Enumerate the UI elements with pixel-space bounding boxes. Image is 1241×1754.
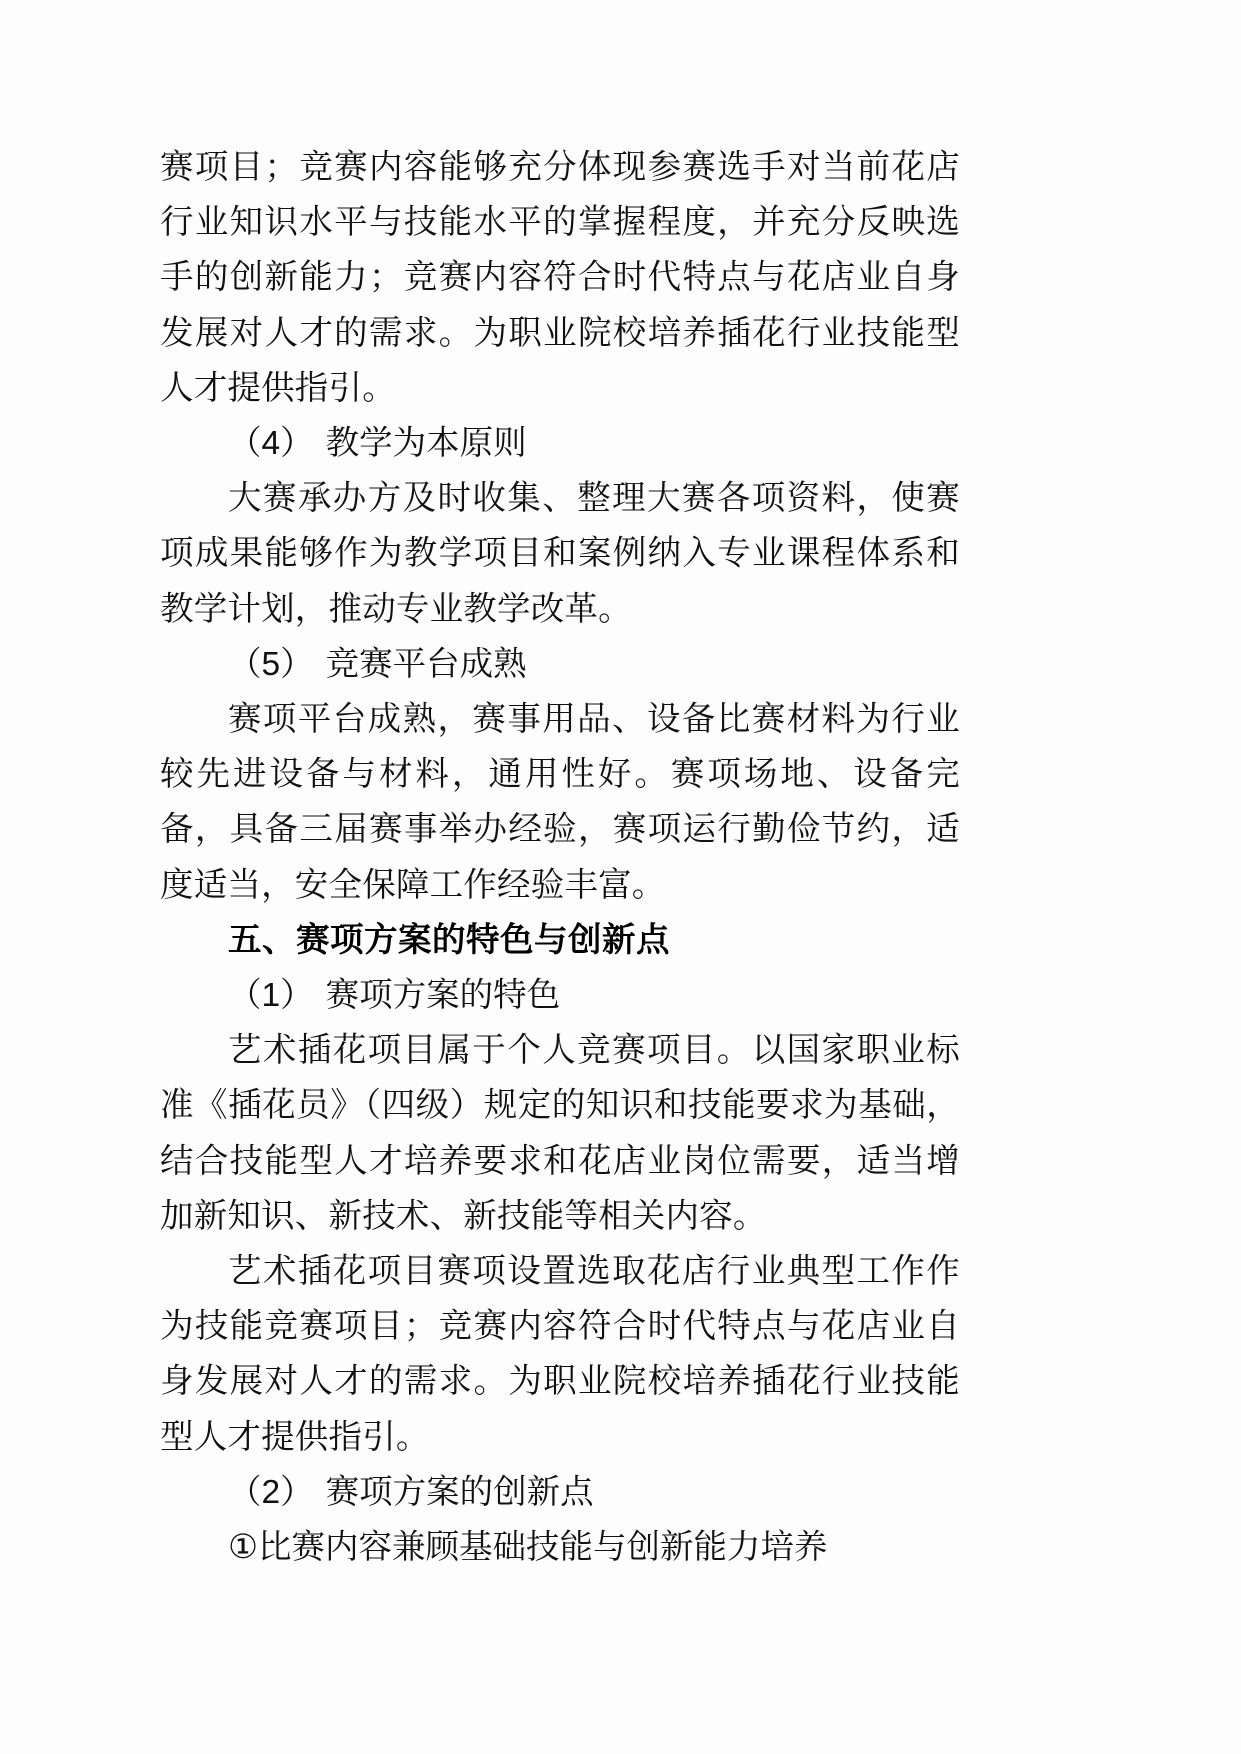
- list-item-marker: ①: [228, 1529, 259, 1567]
- list-item-text: 比赛内容兼顾基础技能与创新能力培养: [258, 1529, 828, 1567]
- list-item-innovation-one: [160, 1520, 960, 1575]
- paragraph-feature-two: 艺术插花项目赛项设置选取花店行业典型工作作为技能竞赛项目；竞赛内容符合时代特点与花店业自身发展对人才的需求。为职业院校培养插花行业技能型人才提供指引。: [160, 1253, 960, 1456]
- subheading-2-number: （2）: [228, 1473, 314, 1511]
- subheading-1-plan-features: [160, 968, 960, 1023]
- paragraph-platform-maturity: 赛项平台成熟，赛事用品、设备比赛材料为行业较先进设备与材料，通用性好。赛项场地、设备完备，具备三届赛事举办经验，赛项运行勤俭节约，适度适当，安全保障工作经验丰富。: [160, 701, 960, 904]
- subheading-2-title: 赛项方案的创新点: [325, 1473, 594, 1511]
- paragraph-continued: 赛项目；竞赛内容能够充分体现参赛选手对当前花店行业知识水平与技能水平的掌握程度，并充分反映选手的创新能力；竞赛内容符合时代特点与花店业自身发展对人才的需求。为职业院校培养插花行业技能型人才提供指引。: [160, 149, 960, 407]
- subheading-4-title: 教学为本原则: [325, 425, 527, 463]
- page-content: [160, 140, 960, 1575]
- paragraph-feature-one: 艺术插花项目属于个人竞赛项目。以国家职业标准《插花员》（四级）规定的知识和技能要求为基础，结合技能型人才培养要求和花店业岗位需要，适当增加新知识、新技术、新技能等相关内容。: [160, 1032, 960, 1235]
- subheading-4-teaching-principle: [160, 416, 960, 471]
- subheading-4-number: （4）: [228, 425, 314, 463]
- paragraph-teaching-principle: 大赛承办方及时收集、整理大赛各项资料，使赛项成果能够作为教学项目和案例纳入专业课程体系和教学计划，推动专业教学改革。: [160, 480, 960, 628]
- subheading-5-number: （5）: [228, 645, 314, 683]
- subheading-5-title: 竞赛平台成熟: [325, 645, 527, 683]
- subheading-2-innovation-points: [160, 1465, 960, 1520]
- subheading-5-platform-maturity: [160, 637, 960, 692]
- section-heading-five: 五、赛项方案的特色与创新点: [228, 921, 670, 959]
- subheading-1-title: 赛项方案的特色: [325, 977, 561, 1015]
- subheading-1-number: （1）: [228, 977, 314, 1015]
